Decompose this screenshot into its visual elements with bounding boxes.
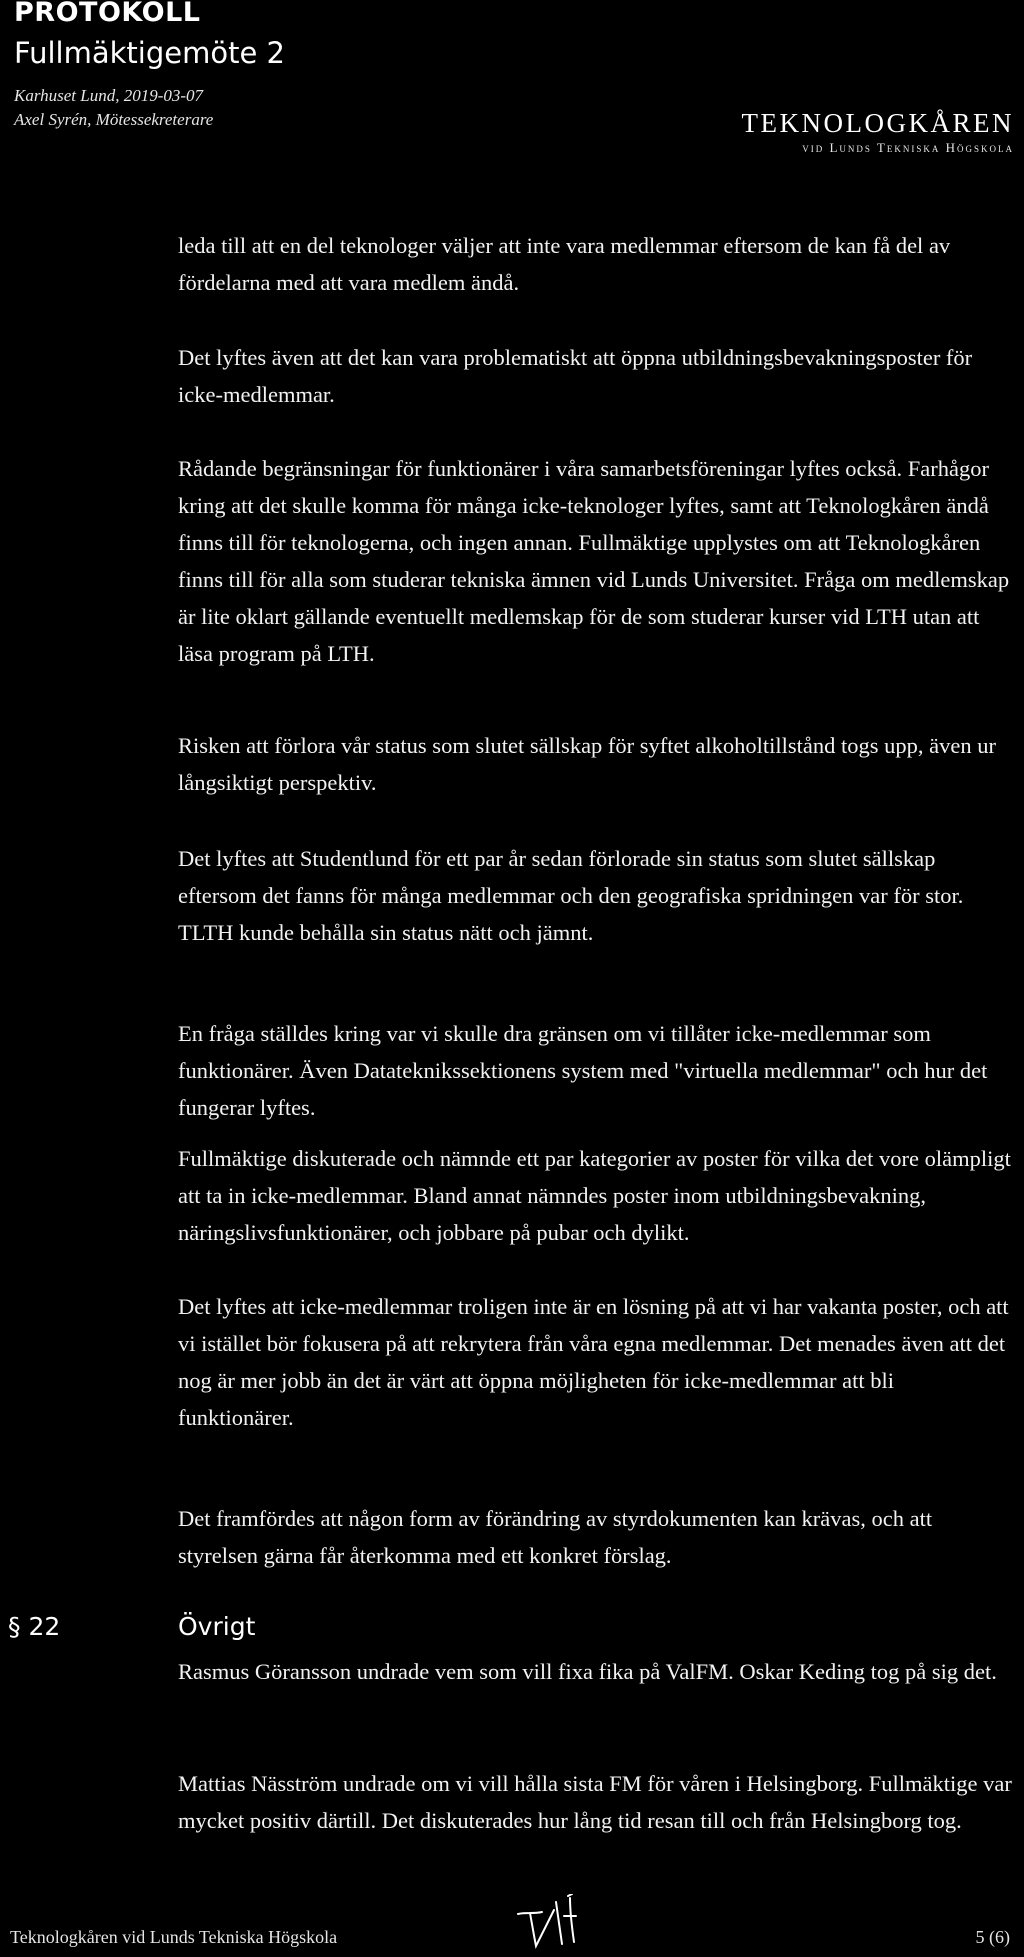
paragraph: leda till att en del teknologer väljer att inte vara medlemmar eftersom de kan få del av fördelarna med att vara medlem ändå. bbox=[178, 233, 951, 295]
paragraph: Rasmus Göransson undrade vem som vill fixa fika på ValFM. Oskar Keding tog på sig det. bbox=[178, 1659, 997, 1684]
paragraph: En fråga ställdes kring var vi skulle dra gränsen om vi tillåter icke-medlemmar som funktionärer. Även Datateknikssektionens system med "virtuella medlemmar" och hur det fungerar lyftes. bbox=[178, 1021, 988, 1120]
meeting-name: Fullmäktigemöte 2 bbox=[14, 36, 285, 70]
paragraph: Mattias Näsström undrade om vi vill hålla sista FM för våren i Helsingborg. Fullmäktige var mycket positiv därtill. Det diskuterades hur lång tid resan till och från Helsingborg tog. bbox=[178, 1771, 1012, 1833]
signature-icon bbox=[512, 1894, 592, 1952]
page-number: 5 (6) bbox=[975, 1927, 1010, 1947]
section-title: Övrigt bbox=[178, 1612, 256, 1641]
paragraph: Rådande begränsningar för funktionärer i våra samarbetsföreningar lyftes också. Farhågor kring att det skulle komma för många icke-teknologer lyftes, samt att Teknologkåren ändå finns till för teknologerna, och ingen annan. Fullmäktige upplystes om att Teknologkåren finns till för alla som studerar tekniska ämnen vid Lunds Universitet. Fråga om medlemskap är lite oklart gällande eventuellt medlemskap för de som studerar kurser vid LTH utan att läsa program på LTH. bbox=[178, 456, 1010, 666]
secretary: Axel Syrén, Mötessekreterare bbox=[14, 110, 214, 129]
location-date: Karhuset Lund, 2019-03-07 bbox=[14, 86, 204, 105]
paragraph: Det lyftes att icke-medlemmar troligen inte är en lösning på att vi har vakanta poster, och att vi istället bör fokusera på att rekrytera från våra egna medlemmar. Det menades även att det nog är mer jobb än det är värt att öppna möjligheten för icke-medlemmar att bli funktionärer. bbox=[178, 1294, 1009, 1430]
footer-organization: Teknologkåren vid Lunds Tekniska Högskola bbox=[10, 1927, 338, 1947]
paragraph: Det lyftes att Studentlund för ett par år sedan förlorade sin status som slutet sällskap eftersom det fanns för många medlemmar och den geografiska spridningen var för stor. TLTH kunde behålla sin status nätt och jämnt. bbox=[178, 846, 964, 945]
paragraph: Fullmäktige diskuterade och nämnde ett par kategorier av poster för vilka det vore olämpligt att ta in icke-medlemmar. Bland annat nämndes poster inom utbildningsbevakning, näringslivsfunktionärer, och jobbare på pubar och dylikt. bbox=[178, 1146, 1011, 1245]
meeting-meta bbox=[14, 84, 213, 132]
organization-logo bbox=[742, 108, 1014, 158]
section-number: § 22 bbox=[8, 1612, 61, 1641]
paragraph: Risken att förlora vår status som slutet sällskap för syftet alkoholtillstånd togs upp, även ur långsiktigt perspektiv. bbox=[178, 733, 996, 795]
paragraph: Det framfördes att någon form av förändring av styrdokumenten kan krävas, och att styrelsen gärna får återkomma med ett konkret förslag. bbox=[178, 1506, 933, 1568]
initials-signature bbox=[512, 1894, 592, 1957]
paragraph: Det lyftes även att det kan vara problematiskt att öppna utbildningsbevakningsposter för icke-medlemmar. bbox=[178, 345, 973, 407]
brand-name: TEKNOLOGKÅREN bbox=[741, 108, 1014, 138]
brand-tagline: vid Lunds Tekniska Högskola bbox=[802, 140, 1014, 155]
document-title: PROTOKOLL bbox=[14, 0, 201, 28]
